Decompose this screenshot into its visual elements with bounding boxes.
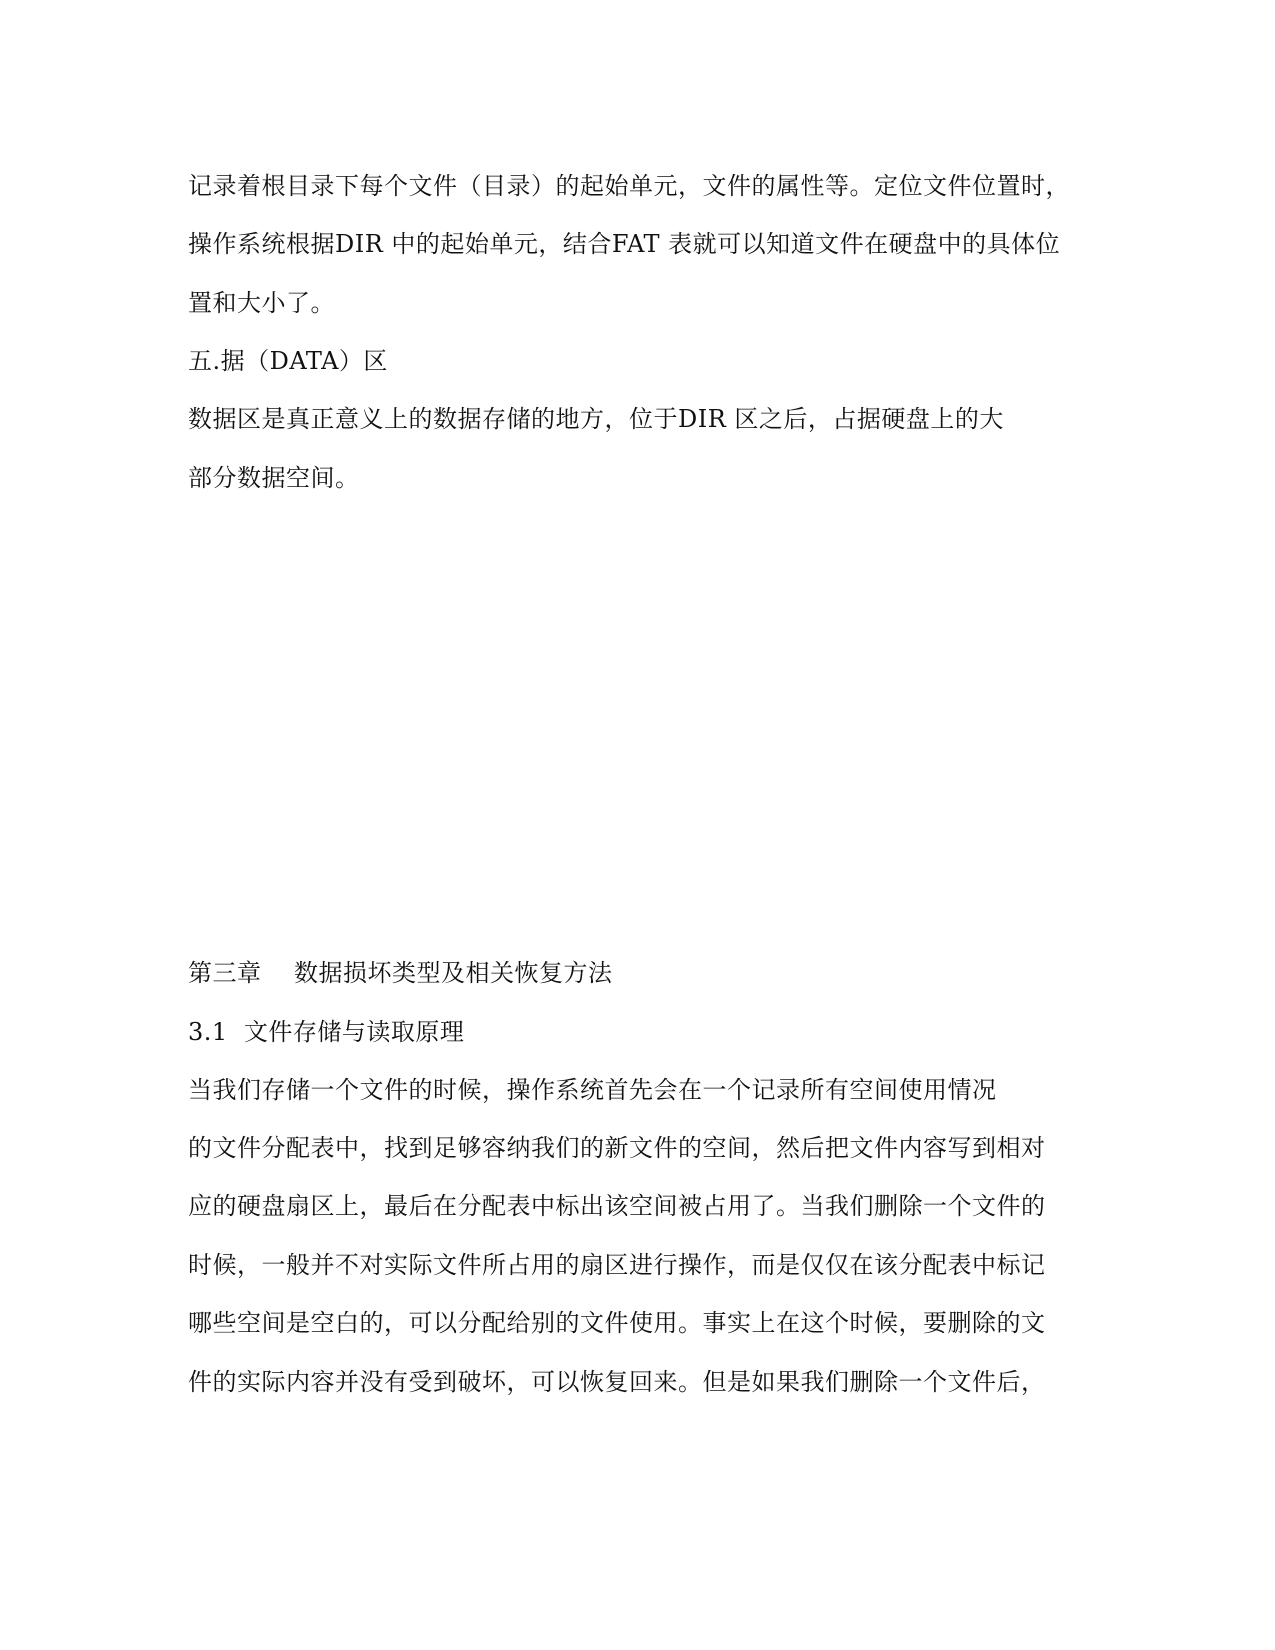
paragraph-line: 当我们存储一个文件的时候，操作系统首先会在一个记录所有空间使用情况 (188, 1076, 997, 1104)
paragraph-line: 记录着根目录下每个文件（目录）的起始单元，文件的属性等。定位文件位置时， (188, 172, 1070, 200)
paragraph-line: 数据区是真正意义上的数据存储的地方，位于DIR 区之后，占据硬盘上的大 (188, 405, 1004, 433)
paragraph-line: 部分数据空间。 (188, 464, 360, 492)
paragraph-line: 件的实际内容并没有受到破坏，可以恢复回来。但是如果我们删除一个文件后， (188, 1368, 1046, 1396)
paragraph-line: 操作系统根据DIR 中的起始单元，结合FAT 表就可以知道文件在硬盘中的具体位 (188, 230, 1061, 258)
paragraph-line: 时候，一般并不对实际文件所占用的扇区进行操作，而是仅仅在该分配表中标记 (188, 1251, 1046, 1279)
paragraph-line: 置和大小了。 (188, 289, 335, 317)
paragraph-line: 应的硬盘扇区上，最后在分配表中标出该空间被占用了。当我们删除一个文件的 (188, 1192, 1046, 1220)
section-title: 3.1 文件存储与读取原理 (188, 1018, 465, 1046)
section-heading-data-area: 五.据（DATA）区 (188, 347, 388, 375)
chapter-title: 第三章 数据损坏类型及相关恢复方法 (188, 959, 613, 987)
paragraph-line: 的文件分配表中，找到足够容纳我们的新文件的空间，然后把文件内容写到相对 (188, 1134, 1046, 1162)
paragraph-line: 哪些空间是空白的，可以分配给别的文件使用。事实上在这个时候，要删除的文 (188, 1309, 1046, 1337)
